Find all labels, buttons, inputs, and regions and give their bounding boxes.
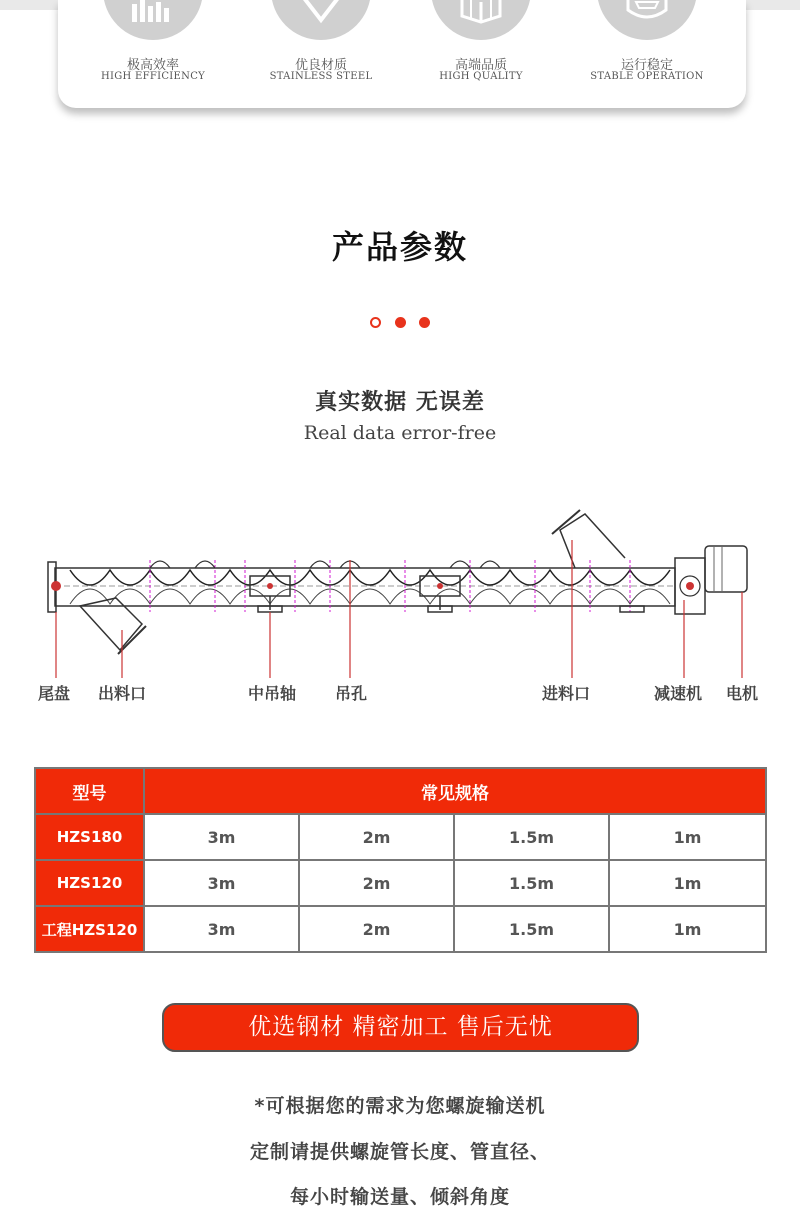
car-icon: [597, 0, 697, 40]
conveyor-drawing: [30, 500, 770, 680]
label-lifting-hole: 吊孔: [335, 684, 368, 703]
model-cell: 工程HZS120: [35, 906, 144, 952]
spec-table: [34, 767, 767, 953]
bar-chart-icon: [103, 0, 203, 40]
table-header-row: [35, 768, 766, 814]
feature-en: HIGH QUALITY: [439, 71, 523, 82]
spec-cell: 1.5m: [454, 814, 609, 860]
model-cell: HZS180: [35, 814, 144, 860]
box-icon: [431, 0, 531, 40]
label-motor: 电机: [726, 684, 759, 703]
spec-cell: 1m: [609, 814, 766, 860]
promo-banner: 优选钢材 精密加工 售后无忧: [162, 1003, 639, 1052]
spec-cell: 1m: [609, 906, 766, 952]
note-line: 每小时输送量、倾斜角度: [289, 1186, 510, 1208]
feature-cn: 优良材质: [294, 58, 347, 73]
feature-en: STABLE OPERATION: [590, 71, 704, 82]
subtitle-cn: 真实数据 无误差: [315, 390, 485, 415]
feature-cn: 运行稳定: [620, 58, 673, 73]
feature-cn: 高端品质: [454, 58, 507, 73]
label-tail-plate: 尾盘: [38, 684, 71, 703]
spec-cell: 1.5m: [454, 906, 609, 952]
note-line: *可根据您的需求为您螺旋输送机: [254, 1095, 546, 1117]
feature-high-quality: [406, 0, 556, 108]
spec-cell: 3m: [144, 906, 299, 952]
note-line: 定制请提供螺旋管长度、管直径、: [249, 1141, 550, 1163]
shield-check-icon: [271, 0, 371, 40]
header-spec: 常见规格: [144, 768, 766, 814]
feature-en: STAINLESS STEEL: [269, 71, 373, 82]
feature-stainless-steel: [246, 0, 396, 108]
table-row: [35, 860, 766, 906]
table-row: [35, 906, 766, 952]
feature-high-efficiency: [78, 0, 228, 108]
header-model: 型号: [35, 768, 144, 814]
label-discharge: 出料口: [98, 684, 147, 703]
feature-cn: 极高效率: [126, 58, 179, 73]
label-reducer: 减速机: [654, 684, 703, 703]
feature-stable-operation: [572, 0, 722, 108]
feature-en: HIGH EFFICIENCY: [100, 71, 206, 82]
spec-cell: 3m: [144, 814, 299, 860]
spec-cell: 3m: [144, 860, 299, 906]
feature-card: [58, 0, 746, 108]
spec-cell: 2m: [299, 814, 454, 860]
dot: [395, 317, 406, 328]
dot: [419, 317, 430, 328]
dot-ring: [370, 317, 381, 328]
table-row: [35, 814, 766, 860]
screw-conveyor-diagram: [30, 500, 770, 720]
spec-cell: 1m: [609, 860, 766, 906]
decorative-dots: [370, 317, 430, 329]
section-title: 产品参数: [331, 228, 468, 266]
subtitle-en: Real data error-free: [303, 422, 497, 444]
spec-cell: 1.5m: [454, 860, 609, 906]
model-cell: HZS120: [35, 860, 144, 906]
label-inlet: 进料口: [542, 684, 591, 703]
spec-cell: 2m: [299, 906, 454, 952]
spec-cell: 2m: [299, 860, 454, 906]
label-hanger-shaft: 中吊轴: [248, 684, 297, 703]
